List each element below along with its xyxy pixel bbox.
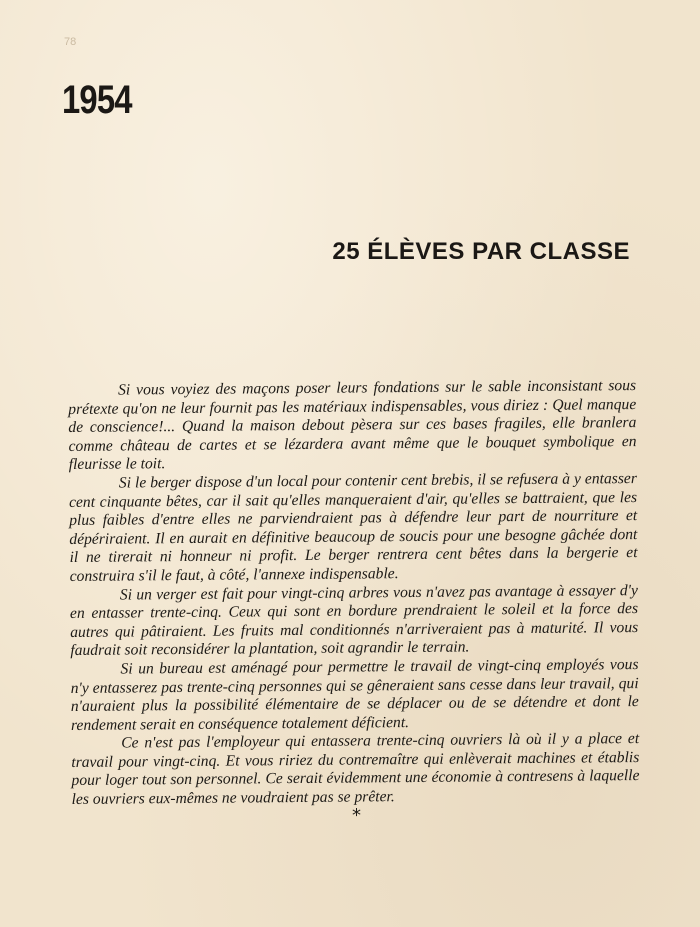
page-number: 78	[64, 36, 77, 48]
paragraph: Ce n'est pas l'employeur qui entassera trente-cinq ouvriers là où il y a place et travail pour vingt-cinq. Et vous ririez du contremaître qui enlèverait machines et établis pour loger tout son personnel. Ce serait évidemment une économie à contresens à laquelle les ouvriers eux-mêmes ne voudraient pas se prêter.	[71, 730, 640, 809]
chapter-title: 25 ÉLÈVES PAR CLASSE	[332, 238, 630, 265]
year-heading: 1954	[62, 78, 132, 122]
section-separator: *	[352, 805, 361, 826]
paragraph: Si un verger est fait pour vingt-cinq arbres vous n'avez pas avantage à essayer d'y en entasser trente-cinq. Ceux qui sont en bordure prendraient le soleil et la force des autres qui pâtiraient. Les fruits mal conditionnés n'arriveraient pas à maturité. Il vous faudrait soit reconsidérer la plantation, soit agrandir le terrain.	[69, 581, 639, 660]
paragraph: Si le berger dispose d'un local pour contenir cent brebis, il se refusera à y entasser cent cinquante bêtes, car il sait qu'elles manqueraient d'air, qu'elles se battraient, que les plus faibles d'entre elles ne parviendraient pas à défendre leur part de nourriture et dépériraient. Il en aurait en définitive beaucoup de soucis pour une besogne gâchée dont il ne tirerait ni honneur ni profit. Le berger rentrera cent bêtes dans la bergerie et construira s'il le faut, à côté, l'annexe indispensable.	[68, 470, 638, 585]
paragraph: Si un bureau est aménagé pour permettre le travail de vingt-cinq employés vous n'y entasserez pas trente-cinq personnes qui se gêneraient sans cesse dans leur travail, qui n'auraient plus la possibilité élémentaire de se déplacer ou de se détendre et dont le rendement serait en conséquence totalement déficient.	[70, 655, 639, 734]
paragraph: Si vous voyiez des maçons poser leurs fondations sur le sable inconsistant sous prétexte qu'on ne leur fournit pas les matériaux indispensables, vous diriez : Quel manque de conscience!... Quand la maison debout pèsera sur ces bases fragiles, elle branlera comme château de cartes et se lézardera avant même que le bouquet symbolique en fleurisse le toit.	[68, 377, 637, 474]
body-text	[68, 377, 640, 810]
